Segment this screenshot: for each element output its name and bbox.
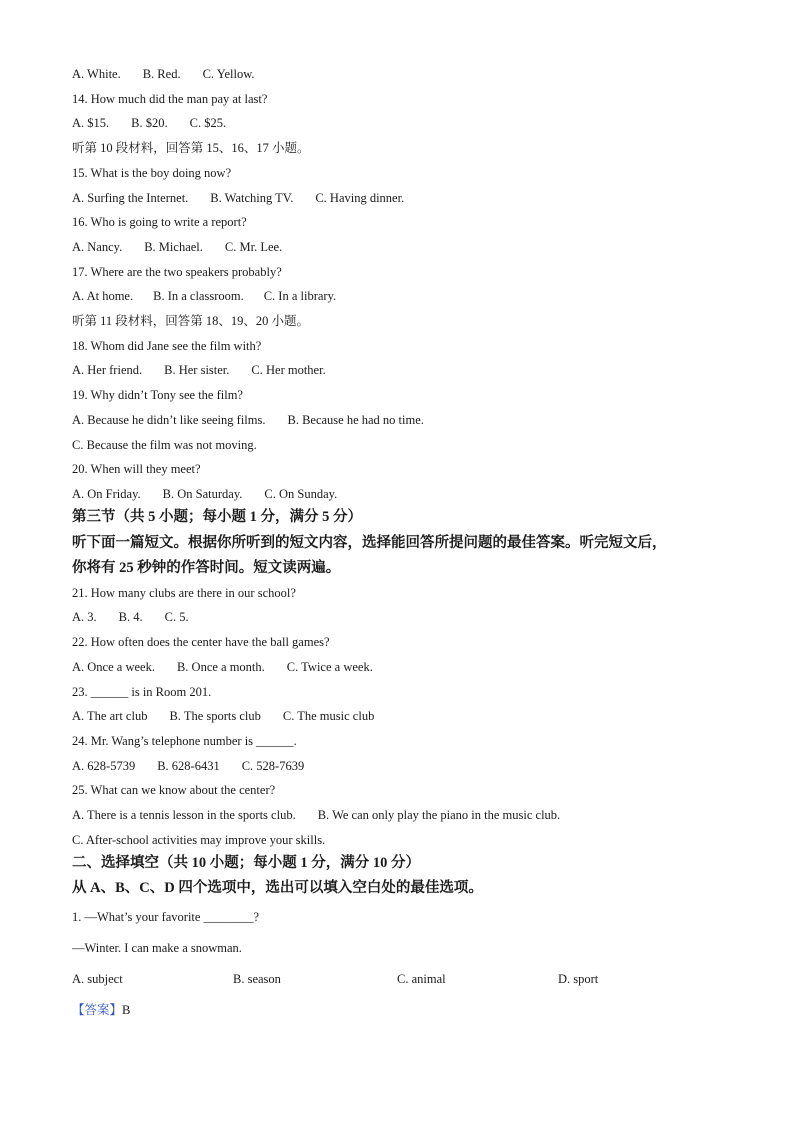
q13-options bbox=[72, 66, 255, 82]
option-c: C. Yellow. bbox=[202, 67, 255, 81]
q20-options bbox=[72, 486, 337, 502]
option-b: B. season bbox=[233, 972, 281, 986]
option-b: B. Red. bbox=[142, 67, 181, 81]
option-a: A. $15. bbox=[72, 116, 110, 130]
q24: 24. Mr. Wang’s telephone number is ______. bbox=[72, 734, 297, 748]
q22-options bbox=[72, 659, 373, 675]
option-a: A. Surfing the Internet. bbox=[72, 191, 189, 205]
q14: 14. How much did the man pay at last? bbox=[72, 92, 268, 106]
option-b: B. 628-6431 bbox=[157, 759, 220, 773]
option-c: C. On Sunday. bbox=[264, 487, 338, 501]
q14-options bbox=[72, 115, 226, 131]
q21-options bbox=[72, 609, 189, 625]
part2-instr: 从 A、B、C、D 四个选项中，选出可以填入空白处的最佳选项。 bbox=[72, 880, 483, 896]
q25-option-c: C. After-school activities may improve your skills. bbox=[72, 833, 326, 847]
option-c: C. Mr. Lee. bbox=[224, 240, 283, 254]
q15-options bbox=[72, 190, 404, 206]
q15: 15. What is the boy doing now? bbox=[72, 166, 232, 180]
section3-instr-1: 听下面一篇短文。根据你所听到的短文内容，选择能回答所提问题的最佳答案。听完短文后， bbox=[72, 535, 667, 551]
dir-11: 听第 11 段材料，回答第 18、19、20 小题。 bbox=[72, 314, 310, 328]
option-b: B. Because he had no time. bbox=[287, 413, 424, 427]
q16: 16. Who is going to write a report? bbox=[72, 215, 247, 229]
part2-title: 二、选择填空（共 10 小题；每小题 1 分，满分 10 分） bbox=[72, 855, 420, 871]
option-c: C. 5. bbox=[164, 610, 189, 624]
option-a: A. Nancy. bbox=[72, 240, 123, 254]
option-c: C. Her mother. bbox=[251, 363, 326, 377]
option-c: C. 528-7639 bbox=[241, 759, 305, 773]
option-c: C. $25. bbox=[189, 116, 227, 130]
option-a: A. White. bbox=[72, 67, 121, 81]
option-c: C. Twice a week. bbox=[286, 660, 373, 674]
q24-options bbox=[72, 758, 304, 774]
q25: 25. What can we know about the center? bbox=[72, 783, 276, 797]
q16-options bbox=[72, 239, 282, 255]
p2-q1: 1. —What’s your favorite ________? bbox=[72, 910, 260, 924]
option-a: A. Her friend. bbox=[72, 363, 143, 377]
option-b: B. We can only play the piano in the music club. bbox=[317, 808, 561, 822]
option-b: B. $20. bbox=[131, 116, 168, 130]
option-a: A. The art club bbox=[72, 709, 148, 723]
option-c: C. In a library. bbox=[263, 289, 337, 303]
q18: 18. Whom did Jane see the film with? bbox=[72, 339, 262, 353]
option-a: A. At home. bbox=[72, 289, 134, 303]
p2-q1-reply: —Winter. I can make a snowman. bbox=[72, 941, 242, 955]
q19: 19. Why didn’t Tony see the film? bbox=[72, 388, 243, 402]
option-a: A. subject bbox=[72, 972, 123, 986]
option-b: B. The sports club bbox=[169, 709, 261, 723]
option-b: B. In a classroom. bbox=[153, 289, 244, 303]
q25-options bbox=[72, 807, 560, 823]
option-b: B. Watching TV. bbox=[210, 191, 294, 205]
option-a: A. Because he didn’t like seeing films. bbox=[72, 413, 266, 427]
q22: 22. How often does the center have the ball games? bbox=[72, 635, 330, 649]
option-a: A. 628-5739 bbox=[72, 759, 136, 773]
q23: 23. ______ is in Room 201. bbox=[72, 685, 212, 699]
q21: 21. How many clubs are there in our school? bbox=[72, 586, 296, 600]
q20: 20. When will they meet? bbox=[72, 462, 201, 476]
option-b: B. On Saturday. bbox=[162, 487, 243, 501]
q18-options bbox=[72, 362, 326, 378]
option-c: C. The music club bbox=[282, 709, 375, 723]
option-a: A. Once a week. bbox=[72, 660, 155, 674]
answer-label: 【答案】 bbox=[72, 1003, 123, 1017]
dir-10: 听第 10 段材料，回答第 15、16、17 小题。 bbox=[72, 141, 310, 155]
option-a: A. On Friday. bbox=[72, 487, 141, 501]
answer-value: B bbox=[122, 1003, 131, 1017]
p2-q1-answer bbox=[72, 1002, 130, 1018]
section3-title: 第三节（共 5 小题；每小题 1 分，满分 5 分） bbox=[72, 509, 362, 525]
option-b: B. 4. bbox=[118, 610, 143, 624]
q19-option-c: C. Because the film was not moving. bbox=[72, 438, 257, 452]
option-d: D. sport bbox=[558, 972, 599, 986]
section3-instr-2: 你将有 25 秒钟的作答时间。短文读两遍。 bbox=[72, 560, 341, 576]
q19-options bbox=[72, 412, 424, 428]
q23-options bbox=[72, 708, 374, 724]
q17: 17. Where are the two speakers probably? bbox=[72, 265, 282, 279]
option-a: A. There is a tennis lesson in the sports club. bbox=[72, 808, 296, 822]
q17-options bbox=[72, 288, 336, 304]
option-b: B. Her sister. bbox=[164, 363, 230, 377]
option-c: C. animal bbox=[397, 972, 446, 986]
option-c: C. Having dinner. bbox=[315, 191, 405, 205]
option-a: A. 3. bbox=[72, 610, 97, 624]
option-b: B. Michael. bbox=[144, 240, 203, 254]
option-b: B. Once a month. bbox=[176, 660, 265, 674]
